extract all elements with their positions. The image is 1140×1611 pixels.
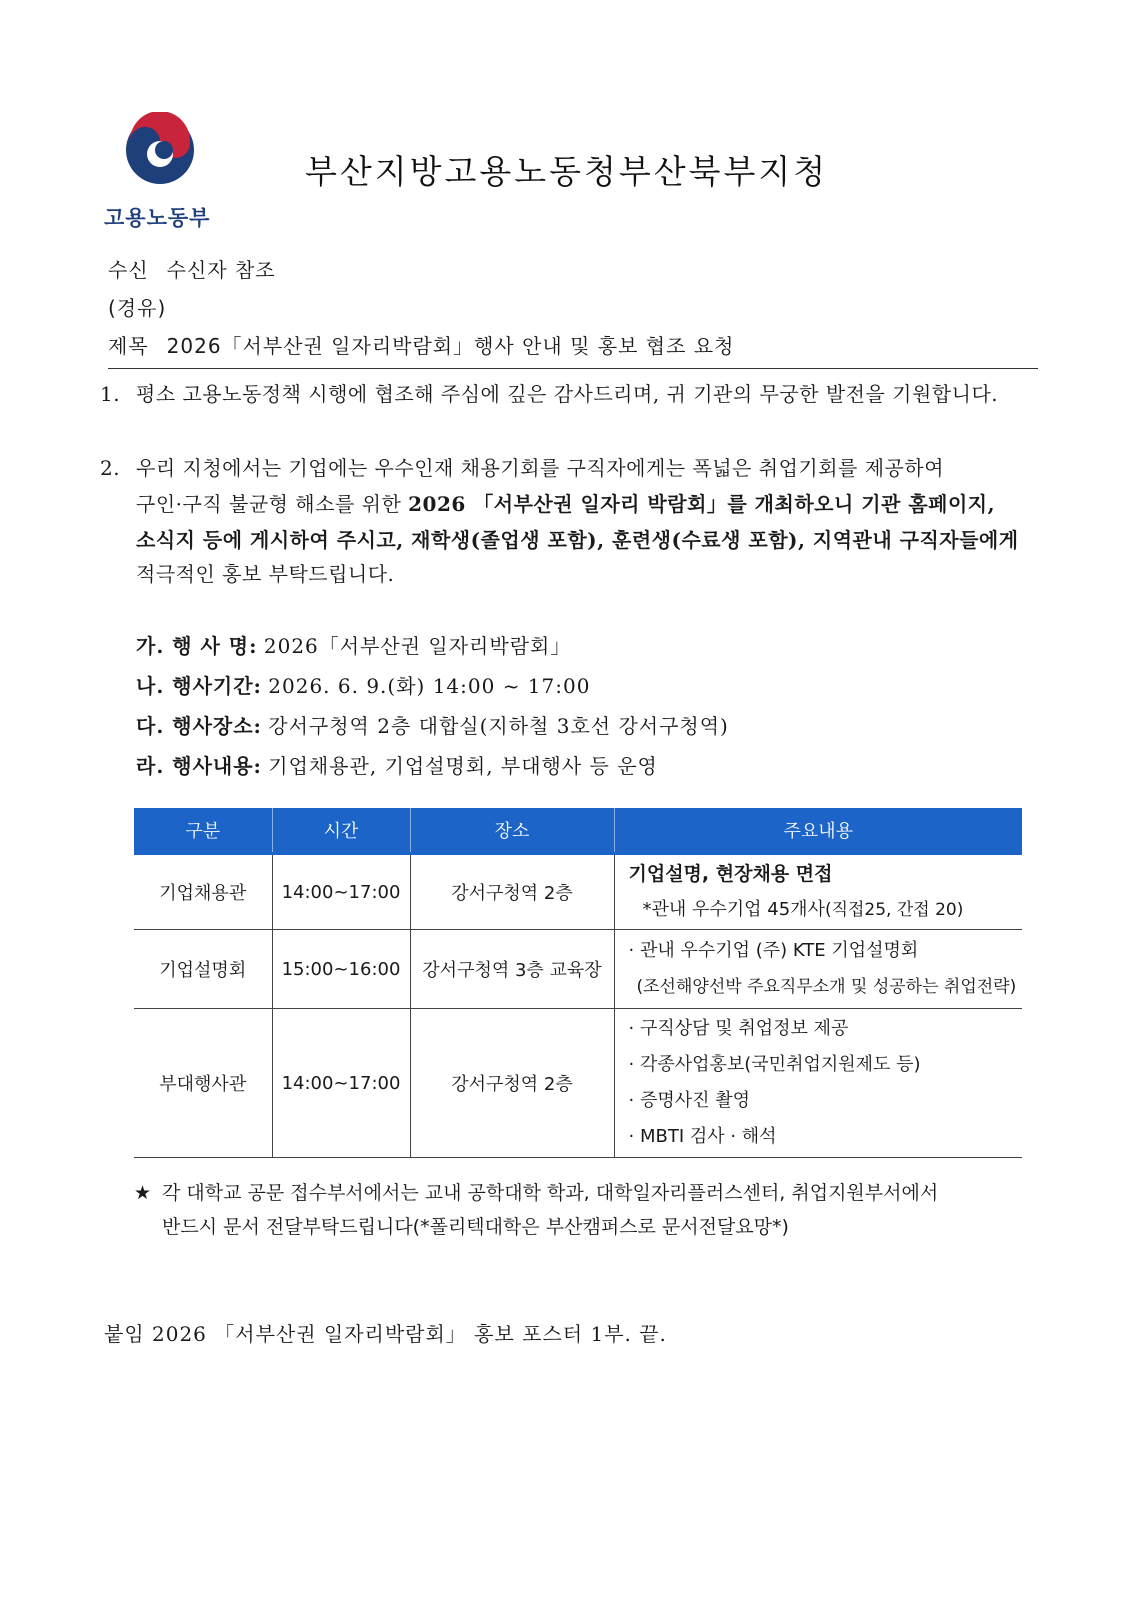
content-line: · 증명사진 촬영 [628, 1090, 750, 1111]
detail-event-place [136, 710, 729, 739]
cell-category: 부대행사관 [134, 1009, 272, 1158]
subject-label: 제목 [108, 334, 149, 358]
paragraph-2-text-1: 우리 지청에서는 기업에는 우수인재 채용기회를 구직자에게는 폭넓은 취업기회를 제공하여 [136, 456, 945, 480]
org-title: 부산지방고용노동청부산북부지청 [305, 152, 829, 191]
cell-time: 14:00~17:00 [272, 1009, 410, 1158]
recipient-row [108, 254, 276, 283]
notice-line-2: 반드시 문서 전달부탁드립니다(*폴리텍대학은 부산캠퍼스로 문서전달요망*) [162, 1216, 789, 1238]
header-place: 장소 [410, 808, 614, 854]
cell-time: 15:00~16:00 [272, 930, 410, 1009]
detail-label: 라. 행사내용: [136, 754, 262, 778]
header-content: 주요내용 [614, 808, 1022, 854]
paragraph-1 [100, 378, 998, 407]
cell-category: 기업설명회 [134, 930, 272, 1009]
content-line: · 구직상담 및 취업정보 제공 [628, 1018, 849, 1039]
detail-event-name [136, 630, 571, 659]
paragraph-2-line-1 [100, 452, 944, 481]
detail-label: 가. 행 사 명: [136, 634, 258, 658]
detail-label: 나. 행사기간: [136, 674, 262, 698]
content-sub-text: *관내 우수기업 45개사 [642, 899, 825, 920]
detail-event-period [136, 670, 590, 699]
cell-category: 기업채용관 [134, 854, 272, 930]
recipient-value: 수신자 참조 [166, 258, 276, 282]
content-line: · 관내 우수기업 (주) KTE 기업설명회 [628, 940, 919, 961]
cell-place: 강서구청역 3층 교육장 [410, 930, 614, 1009]
subject-row [108, 330, 734, 359]
content-title: 기업설명, 현장채용 면접 [628, 863, 833, 885]
content-line: (조선해양선박 주요직무소개 및 성공하는 취업전략) [636, 977, 1017, 997]
recipient-label: 수신 [108, 258, 149, 282]
via-row [108, 292, 166, 321]
paragraph-2-line-4: 적극적인 홍보 부탁드립니다. [136, 562, 395, 586]
table-header-row [134, 808, 1022, 854]
table-row [134, 854, 1022, 930]
cell-time: 14:00~17:00 [272, 854, 410, 930]
detail-event-content [136, 750, 658, 779]
subject-value: 2026「서부산권 일자리박람회」행사 안내 및 홍보 협조 요청 [166, 334, 735, 358]
schedule-table [134, 808, 1022, 1158]
paragraph-2-line-2 [136, 488, 995, 517]
attachment-line: 붙임 2026 「서부산권 일자리박람회」 홍보 포스터 1부. 끝. [104, 1322, 667, 1346]
taegeuk-logo-icon [122, 112, 198, 188]
table-row [134, 930, 1022, 1009]
ministry-logo [104, 112, 224, 232]
logo-text: 고용노동부 [104, 206, 211, 230]
cell-place: 강서구청역 2층 [410, 1009, 614, 1158]
cell-content [614, 854, 1022, 930]
header-time: 시간 [272, 808, 410, 854]
cell-content [614, 1009, 1022, 1158]
paragraph-1-number: 1. [100, 382, 121, 406]
star-icon: ★ [134, 1182, 152, 1204]
detail-label: 다. 행사장소: [136, 714, 262, 738]
notice-line-1 [134, 1176, 938, 1210]
notice [134, 1176, 938, 1244]
detail-value: 기업채용관, 기업설명회, 부대행사 등 운영 [268, 754, 658, 778]
table-row [134, 1009, 1022, 1158]
via-label: (경유) [108, 296, 167, 320]
paragraph-2-text-2a: 구인·구직 불균형 해소를 위한 [136, 492, 409, 516]
paragraph-2-text-2b: 2026 「서부산권 일자리 박람회」를 개최하오니 기관 홈페이지, [408, 492, 996, 516]
paragraph-2-line-3: 소식지 등에 게시하여 주시고, 재학생(졸업생 포함), 훈련생(수료생 포함), 지역관내 구직자들에게 [136, 528, 1019, 552]
header-category: 구분 [134, 808, 272, 854]
header-divider [108, 368, 1038, 369]
detail-value: 2026「서부산권 일자리박람회」 [263, 634, 572, 658]
content-sub [629, 892, 1023, 928]
cell-content [614, 930, 1022, 1009]
detail-value: 강서구청역 2층 대합실(지하철 3호선 강서구청역) [268, 714, 729, 738]
content-sub-small: (직접25, 간접 20) [824, 900, 964, 920]
paragraph-1-text: 평소 고용노동정책 시행에 협조해 주심에 깊은 감사드리며, 귀 기관의 무궁한 발전을 기원합니다. [136, 382, 999, 406]
content-line: · 각종사업홍보(국민취업지원제도 등) [628, 1054, 921, 1075]
paragraph-2-number: 2. [100, 456, 121, 480]
notice-text-1: 각 대학교 공문 접수부서에서는 교내 공학대학 학과, 대학일자리플러스센터, 취업지원부서에서 [162, 1182, 939, 1204]
cell-place: 강서구청역 2층 [410, 854, 614, 930]
detail-value: 2026. 6. 9.(화) 14:00 ~ 17:00 [268, 674, 591, 698]
content-line: · MBTI 검사 · 해석 [628, 1126, 777, 1147]
